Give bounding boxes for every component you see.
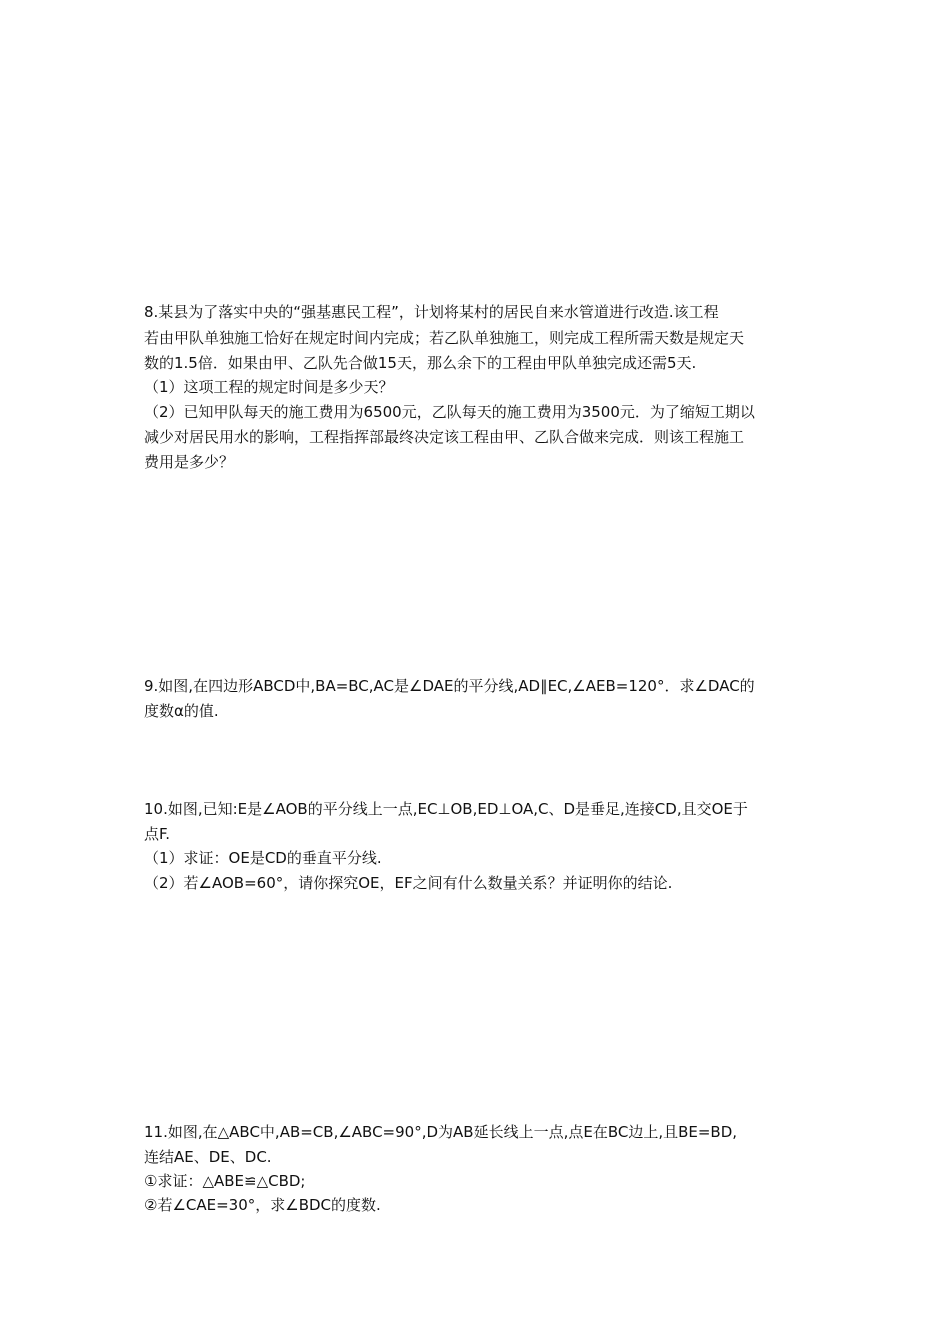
question-9-line-2: 度数α的值. bbox=[144, 702, 219, 720]
question-9-line-1: 9.如图,在四边形ABCD中,BA=BC,AC是∠DAE的平分线,AD∥EC,∠AEB=120°．求∠DAC的 bbox=[144, 677, 755, 695]
question-11-part-2: ②若∠CAE=30°，求∠BDC的度数. bbox=[144, 1196, 381, 1214]
question-10-part-1: （1）求证：OE是CD的垂直平分线. bbox=[144, 849, 382, 867]
question-8-part-1: （1）这项工程的规定时间是多少天？ bbox=[144, 378, 394, 396]
question-8-line-2: 若由甲队单独施工恰好在规定时间内完成；若乙队单独施工，则完成工程所需天数是规定天 bbox=[144, 329, 745, 347]
question-8-part-2-line-2: 减少对居民用水的影响，工程指挥部最终决定该工程由甲、乙队合做来完成．则该工程施工 bbox=[144, 428, 745, 446]
question-10-line-1: 10.如图,已知:E是∠AOB的平分线上一点,EC⊥OB,ED⊥OA,C、D是垂足,连接CD,且交OE于 bbox=[144, 800, 748, 818]
question-8-line-3: 数的1.5倍．如果由甲、乙队先合做15天，那么余下的工程由甲队单独完成还需5天. bbox=[144, 354, 697, 372]
question-11-line-2: 连结AE、DE、DC. bbox=[144, 1148, 272, 1166]
question-11-part-1: ①求证：△ABE≌△CBD; bbox=[144, 1172, 306, 1190]
question-8-part-2-line-1: （2）已知甲队每天的施工费用为6500元，乙队每天的施工费用为3500元．为了缩短工期以 bbox=[144, 403, 755, 421]
question-11-line-1: 11.如图,在△ABC中,AB=CB,∠ABC=90°,D为AB延长线上一点,点E在BC边上,且BE=BD, bbox=[144, 1123, 738, 1141]
question-10-part-2: （2）若∠AOB=60°，请你探究OE，EF之间有什么数量关系？并证明你的结论. bbox=[144, 874, 673, 892]
question-8-line-1: 8.某县为了落实中央的“强基惠民工程”，计划将某村的居民自来水管道进行改造.该工程 bbox=[144, 303, 719, 321]
question-10-line-2: 点F. bbox=[144, 825, 170, 843]
question-8-part-2-line-3: 费用是多少？ bbox=[144, 453, 235, 471]
